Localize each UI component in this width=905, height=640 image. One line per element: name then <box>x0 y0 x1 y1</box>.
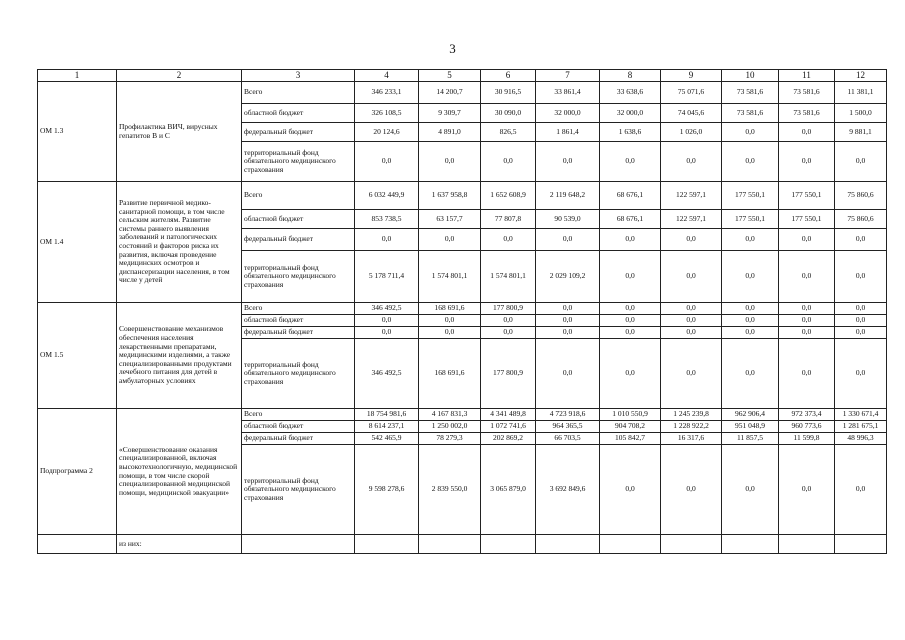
table-row <box>38 303 887 315</box>
amount-cell: 0,0 <box>835 142 887 182</box>
amount-cell: 0,0 <box>600 303 661 315</box>
amount-cell: 1 574 801,1 <box>419 251 481 303</box>
table-row <box>38 182 887 210</box>
amount-cell: 0,0 <box>779 315 835 327</box>
amount-cell: 0,0 <box>661 445 722 535</box>
amount-cell: 0,0 <box>536 303 600 315</box>
amount-cell: 0,0 <box>835 445 887 535</box>
amount-cell: 0,0 <box>536 327 600 339</box>
amount-cell: 826,5 <box>481 123 536 142</box>
amount-cell: 33 638,6 <box>600 82 661 104</box>
program-name: Развитие первичной медико-санитарной помощи, в том числе сельским жителям. Развитие системы раннего выявления заболеваний и патологических состояний и факторов риска их развития, включая проведение медицинских осмотров и диспансеризации населения, в том числе у детей <box>117 182 242 303</box>
amount-cell: 0,0 <box>779 251 835 303</box>
amount-cell: 6 032 449,9 <box>355 182 419 210</box>
empty-cell <box>419 535 481 554</box>
empty-cell <box>600 535 661 554</box>
funding-source: областной бюджет <box>242 210 355 229</box>
amount-cell: 1 228 922,2 <box>661 421 722 433</box>
funding-source: Всего <box>242 303 355 315</box>
funding-source: областной бюджет <box>242 421 355 433</box>
amount-cell: 74 045,6 <box>661 104 722 123</box>
funding-source: Всего <box>242 182 355 210</box>
amount-cell: 122 597,1 <box>661 210 722 229</box>
amount-cell: 1 072 741,6 <box>481 421 536 433</box>
amount-cell: 73 581,6 <box>779 104 835 123</box>
amount-cell: 9 881,1 <box>835 123 887 142</box>
amount-cell: 122 597,1 <box>661 182 722 210</box>
amount-cell: 0,0 <box>779 123 835 142</box>
empty-cell <box>835 535 887 554</box>
column-header: 3 <box>242 70 355 82</box>
column-header: 6 <box>481 70 536 82</box>
funding-source: территориальный фонд обязательного медицинского страхования <box>242 339 355 409</box>
amount-cell: 1 500,0 <box>835 104 887 123</box>
amount-cell: 1 330 671,4 <box>835 409 887 421</box>
amount-cell: 63 157,7 <box>419 210 481 229</box>
amount-cell: 0,0 <box>835 303 887 315</box>
program-code: ОМ 1.4 <box>38 182 117 303</box>
amount-cell: 2 029 109,2 <box>536 251 600 303</box>
amount-cell: 0,0 <box>355 327 419 339</box>
amount-cell: 20 124,6 <box>355 123 419 142</box>
funding-source: федеральный бюджет <box>242 327 355 339</box>
program-name: Профилактика ВИЧ, вирусных гепатитов В и С <box>117 82 242 182</box>
amount-cell: 853 738,5 <box>355 210 419 229</box>
amount-cell: 48 996,3 <box>835 433 887 445</box>
amount-cell: 1 637 958,8 <box>419 182 481 210</box>
program-code: ОМ 1.5 <box>38 303 117 409</box>
table-row <box>38 409 887 421</box>
amount-cell: 73 581,6 <box>779 82 835 104</box>
amount-cell: 0,0 <box>536 339 600 409</box>
funding-source: территориальный фонд обязательного медицинского страхования <box>242 445 355 535</box>
funding-source: территориальный фонд обязательного медицинского страхования <box>242 142 355 182</box>
amount-cell: 11 857,5 <box>722 433 779 445</box>
amount-cell: 30 916,5 <box>481 82 536 104</box>
amount-cell: 68 676,1 <box>600 210 661 229</box>
amount-cell: 168 691,6 <box>419 339 481 409</box>
amount-cell: 0,0 <box>779 303 835 315</box>
amount-cell: 4 341 489,8 <box>481 409 536 421</box>
column-header: 1 <box>38 70 117 82</box>
amount-cell: 8 614 237,1 <box>355 421 419 433</box>
funding-source: Всего <box>242 409 355 421</box>
amount-cell: 0,0 <box>722 339 779 409</box>
amount-cell: 0,0 <box>835 327 887 339</box>
amount-cell: 177 800,9 <box>481 303 536 315</box>
amount-cell: 1 281 675,1 <box>835 421 887 433</box>
budget-table <box>37 69 887 554</box>
amount-cell: 202 869,2 <box>481 433 536 445</box>
amount-cell: 1 574 801,1 <box>481 251 536 303</box>
amount-cell: 0,0 <box>779 142 835 182</box>
program-code: ОМ 1.3 <box>38 82 117 182</box>
amount-cell: 960 773,6 <box>779 421 835 433</box>
column-header: 10 <box>722 70 779 82</box>
amount-cell: 0,0 <box>600 142 661 182</box>
amount-cell: 0,0 <box>722 229 779 251</box>
amount-cell: 1 638,6 <box>600 123 661 142</box>
amount-cell: 2 119 648,2 <box>536 182 600 210</box>
funding-source: территориальный фонд обязательного медицинского страхования <box>242 251 355 303</box>
program-name: «Совершенствование оказания специализированной, включая высокотехнологичную, медицинской помощи, в том числе скорой специализированной медицинской помощи, медицинской эвакуации» <box>117 409 242 535</box>
amount-cell: 904 708,2 <box>600 421 661 433</box>
amount-cell: 30 090,0 <box>481 104 536 123</box>
amount-cell: 75 071,6 <box>661 82 722 104</box>
amount-cell: 326 108,5 <box>355 104 419 123</box>
amount-cell: 32 000,0 <box>536 104 600 123</box>
column-header: 9 <box>661 70 722 82</box>
empty-cell <box>481 535 536 554</box>
amount-cell: 78 279,3 <box>419 433 481 445</box>
amount-cell: 0,0 <box>722 327 779 339</box>
amount-cell: 1 652 608,9 <box>481 182 536 210</box>
funding-source: областной бюджет <box>242 315 355 327</box>
amount-cell: 32 000,0 <box>600 104 661 123</box>
amount-cell: 33 861,4 <box>536 82 600 104</box>
amount-cell: 0,0 <box>779 327 835 339</box>
table-row <box>38 82 887 104</box>
funding-source: Всего <box>242 82 355 104</box>
amount-cell: 0,0 <box>722 445 779 535</box>
amount-cell: 0,0 <box>722 303 779 315</box>
amount-cell: 0,0 <box>355 229 419 251</box>
amount-cell: 0,0 <box>355 315 419 327</box>
column-header: 12 <box>835 70 887 82</box>
amount-cell: 0,0 <box>600 327 661 339</box>
amount-cell: 105 842,7 <box>600 433 661 445</box>
amount-cell: 0,0 <box>661 315 722 327</box>
amount-cell: 346 233,1 <box>355 82 419 104</box>
amount-cell: 1 245 239,8 <box>661 409 722 421</box>
column-header: 11 <box>779 70 835 82</box>
amount-cell: 3 692 849,6 <box>536 445 600 535</box>
amount-cell: 0,0 <box>779 229 835 251</box>
column-number-row <box>38 70 887 82</box>
amount-cell: 168 691,6 <box>419 303 481 315</box>
funding-source: федеральный бюджет <box>242 229 355 251</box>
empty-cell <box>536 535 600 554</box>
column-header: 4 <box>355 70 419 82</box>
amount-cell: 0,0 <box>600 339 661 409</box>
amount-cell: 5 178 711,4 <box>355 251 419 303</box>
amount-cell: 0,0 <box>661 251 722 303</box>
column-header: 8 <box>600 70 661 82</box>
amount-cell: 0,0 <box>835 315 887 327</box>
amount-cell: 73 581,6 <box>722 82 779 104</box>
amount-cell: 11 381,1 <box>835 82 887 104</box>
amount-cell: 0,0 <box>419 142 481 182</box>
amount-cell: 177 550,1 <box>779 210 835 229</box>
column-header: 7 <box>536 70 600 82</box>
amount-cell: 0,0 <box>355 142 419 182</box>
empty-cell <box>779 535 835 554</box>
column-header: 5 <box>419 70 481 82</box>
amount-cell: 0,0 <box>779 445 835 535</box>
amount-cell: 90 539,0 <box>536 210 600 229</box>
amount-cell: 3 065 879,0 <box>481 445 536 535</box>
amount-cell: 0,0 <box>835 339 887 409</box>
funding-source: областной бюджет <box>242 104 355 123</box>
amount-cell: 0,0 <box>835 251 887 303</box>
amount-cell: 0,0 <box>536 229 600 251</box>
amount-cell: 2 839 550,0 <box>419 445 481 535</box>
amount-cell: 16 317,6 <box>661 433 722 445</box>
amount-cell: 9 598 278,6 <box>355 445 419 535</box>
amount-cell: 77 807,8 <box>481 210 536 229</box>
amount-cell: 0,0 <box>661 327 722 339</box>
amount-cell: 0,0 <box>600 445 661 535</box>
amount-cell: 11 599,8 <box>779 433 835 445</box>
amount-cell: 346 492,5 <box>355 303 419 315</box>
amount-cell: 66 703,5 <box>536 433 600 445</box>
subitems-label: из них: <box>117 535 242 554</box>
amount-cell: 14 200,7 <box>419 82 481 104</box>
amount-cell: 0,0 <box>419 327 481 339</box>
amount-cell: 1 026,0 <box>661 123 722 142</box>
amount-cell: 962 906,4 <box>722 409 779 421</box>
amount-cell: 1 010 550,9 <box>600 409 661 421</box>
funding-source: федеральный бюджет <box>242 123 355 142</box>
program-name: Совершенствование механизмов обеспечения населения лекарственными препаратами, медицинскими изделиями, а также специализированными продуктами лечебного питания для детей в амбулаторных условиях <box>117 303 242 409</box>
amount-cell: 75 860,6 <box>835 210 887 229</box>
amount-cell: 177 800,9 <box>481 339 536 409</box>
amount-cell: 0,0 <box>600 251 661 303</box>
amount-cell: 4 167 831,3 <box>419 409 481 421</box>
amount-cell: 0,0 <box>722 123 779 142</box>
amount-cell: 0,0 <box>600 229 661 251</box>
funding-source: федеральный бюджет <box>242 433 355 445</box>
amount-cell: 0,0 <box>722 315 779 327</box>
column-header: 2 <box>117 70 242 82</box>
amount-cell: 0,0 <box>722 142 779 182</box>
amount-cell: 0,0 <box>481 315 536 327</box>
page-number: 3 <box>449 41 456 56</box>
amount-cell: 1 250 002,0 <box>419 421 481 433</box>
amount-cell: 9 309,7 <box>419 104 481 123</box>
amount-cell: 0,0 <box>419 229 481 251</box>
amount-cell: 177 550,1 <box>779 182 835 210</box>
empty-cell <box>355 535 419 554</box>
amount-cell: 1 861,4 <box>536 123 600 142</box>
amount-cell: 0,0 <box>661 142 722 182</box>
amount-cell: 177 550,1 <box>722 210 779 229</box>
empty-cell <box>722 535 779 554</box>
amount-cell: 0,0 <box>661 303 722 315</box>
amount-cell: 0,0 <box>722 251 779 303</box>
amount-cell: 0,0 <box>481 142 536 182</box>
amount-cell: 0,0 <box>600 315 661 327</box>
amount-cell: 964 365,5 <box>536 421 600 433</box>
empty-cell <box>38 535 117 554</box>
amount-cell: 75 860,6 <box>835 182 887 210</box>
amount-cell: 0,0 <box>536 315 600 327</box>
empty-cell <box>242 535 355 554</box>
amount-cell: 0,0 <box>779 339 835 409</box>
amount-cell: 4 891,0 <box>419 123 481 142</box>
amount-cell: 542 465,9 <box>355 433 419 445</box>
amount-cell: 0,0 <box>536 142 600 182</box>
amount-cell: 0,0 <box>481 229 536 251</box>
program-code: Подпрограмма 2 <box>38 409 117 535</box>
amount-cell: 346 492,5 <box>355 339 419 409</box>
amount-cell: 0,0 <box>835 229 887 251</box>
amount-cell: 0,0 <box>419 315 481 327</box>
empty-cell <box>661 535 722 554</box>
amount-cell: 0,0 <box>661 229 722 251</box>
amount-cell: 972 373,4 <box>779 409 835 421</box>
amount-cell: 0,0 <box>481 327 536 339</box>
amount-cell: 73 581,6 <box>722 104 779 123</box>
amount-cell: 0,0 <box>661 339 722 409</box>
amount-cell: 68 676,1 <box>600 182 661 210</box>
amount-cell: 4 723 918,6 <box>536 409 600 421</box>
amount-cell: 177 550,1 <box>722 182 779 210</box>
table-row-subitems <box>38 535 887 554</box>
amount-cell: 951 048,9 <box>722 421 779 433</box>
amount-cell: 18 754 981,6 <box>355 409 419 421</box>
